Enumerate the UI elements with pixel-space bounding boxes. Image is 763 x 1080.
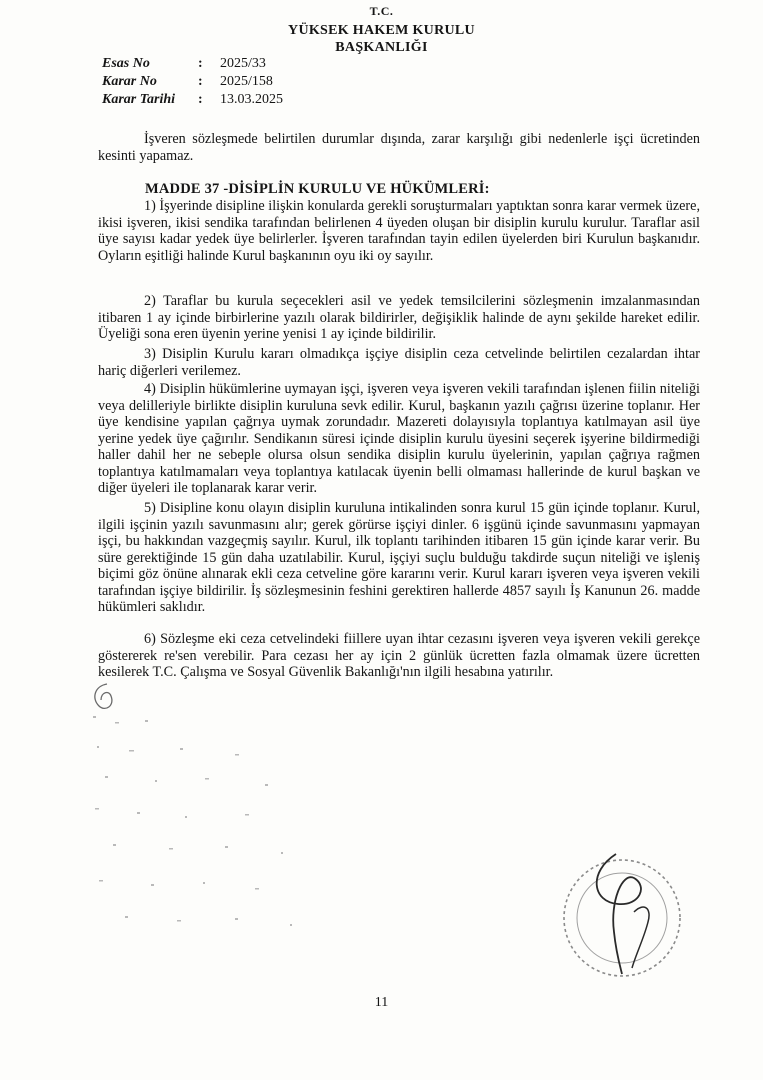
meta-label: Karar No bbox=[102, 74, 157, 89]
header-presidency: BAŞKANLIĞI bbox=[335, 40, 428, 55]
meta-label: Karar Tarihi bbox=[102, 92, 176, 107]
meta-colon: : bbox=[198, 92, 203, 107]
header-institution: YÜKSEK HAKEM KURULU bbox=[288, 23, 475, 38]
meta-row-karar-tarihi bbox=[102, 91, 283, 109]
intro-paragraph: İşveren sözleşmede belirtilen durumlar dışında, zarar karşılığı gibi nedenlerle işçi ücretinden kesinti yapamaz. bbox=[98, 131, 700, 164]
article-paragraph-6: 6) Sözleşme eki ceza cetvelindeki fiillere uyan ihtar cezasını işveren veya işveren vekili gerekçe göstererek re'sen verebilir. Para cezası her ay için 2 günlük ücretten fazla olmamak üzere ücretten kesilerek T.C. Çalışma ve Sosyal Güvenlik Bakanlığı'nın ilgili hesabına yatırılır. bbox=[98, 631, 700, 680]
official-seal-stamp bbox=[548, 842, 698, 992]
meta-colon: : bbox=[198, 74, 203, 89]
article-paragraph-3: 3) Disiplin Kurulu kararı olmadıkça işçiye disiplin ceza cetvelinde belirtilen cezalardan ihtar hariç diğerleri verilemez. bbox=[98, 346, 700, 379]
article-paragraph-1: 1) İşyerinde disipline ilişkin konularda gerekli soruşturmaları yaptıktan sonra karar vermek üzere, ikisi işveren, ikisi sendika tarafından belirlenen 4 üyeden oluşan bir disiplin kurulu kurulur. Taraflar asil üye sayısı kadar yedek üye belirlerler. İşveren tarafından tayin edilen üyelerden biri Kurulun başkanıdır. Oyların eşitliği halinde Kurul başkanının oyu iki oy sayılır. bbox=[98, 198, 700, 264]
meta-colon: : bbox=[198, 56, 203, 71]
meta-row-karar-no bbox=[102, 73, 283, 91]
article-heading: MADDE 37 -DİSİPLİN KURULU VE HÜKÜMLERİ: bbox=[145, 181, 490, 197]
bleed-through-marks bbox=[85, 676, 315, 936]
article-paragraph-4: 4) Disiplin hükümlerine uymayan işçi, işveren veya işveren vekili tarafından işlenen fiilin niteliği veya delilleriyle birlikte disiplin kuruluna sevk edilir. Kurul, başkanın yazılı çağrısı üzerine toplanır. Her üye kendisine yapılan çağrıya uymak zorundadır. Mazereti dolayısıyla toplantıya katılmayan asil üye yerine yedek üye çağırılır. Sendikanın süresi içinde disiplin kurulu üyesini seçerek işyerine bildirmediği haller dahil her ne sebeple olursa olsun sendika disiplin kurulu üyelerinin, yapılan çağrıya rağmen toplantıya katılmamaları veya toplantıya katılacak üyenin belli olmaması hallerinde de kurul başkan ve diğer üyeleri ile toplanarak karar verir. bbox=[98, 381, 700, 496]
meta-value: 2025/158 bbox=[220, 74, 273, 89]
article-paragraph-5: 5) Disipline konu olayın disiplin kuruluna intikalinden sonra kurul 15 gün içinde toplanır. Kurul, ilgili işçinin yazılı savunmasını alır; gerek görürse işçiyi dinler. 6 işgünü içinde savunmasını yapmayan işçi, bu hakkından vazgeçmiş sayılır. Kurul, ilk toplantı tarihinden itibaren 15 gün içinde karar verir. Bu süre gerektiğinde 15 gün daha uzatılabilir. Kurul, işçiyi suçlu bulduğu takdirde suçun niteliği ve işleniş biçimi göz önüne alınarak ekli ceza cetveline göre kararını verir. Kurul kararı işveren veya işveren vekili tarafından işçiye bildirilir. İş sözleşmesinin feshini gerektiren hallerde 4857 sayılı İş Kanunun 26. madde hükümleri saklıdır. bbox=[98, 500, 700, 615]
meta-label: Esas No bbox=[102, 56, 150, 71]
header-tc: T.C. bbox=[369, 4, 394, 18]
case-metadata bbox=[102, 55, 283, 109]
page-number: 11 bbox=[374, 995, 389, 1010]
meta-value: 2025/33 bbox=[220, 56, 266, 71]
meta-value: 13.03.2025 bbox=[220, 92, 283, 107]
meta-row-esas-no bbox=[102, 55, 283, 73]
article-paragraph-2: 2) Taraflar bu kurula seçecekleri asil ve yedek temsilcilerini sözleşmenin imzalanmasından itibaren 1 ay içinde birbirlerine yazılı olarak bildirirler, değişiklik halinde de aynı şekilde hareket edilir. Üyeliği sona eren üyenin yerine yenisi 1 ay içinde bildirilir. bbox=[98, 293, 700, 342]
